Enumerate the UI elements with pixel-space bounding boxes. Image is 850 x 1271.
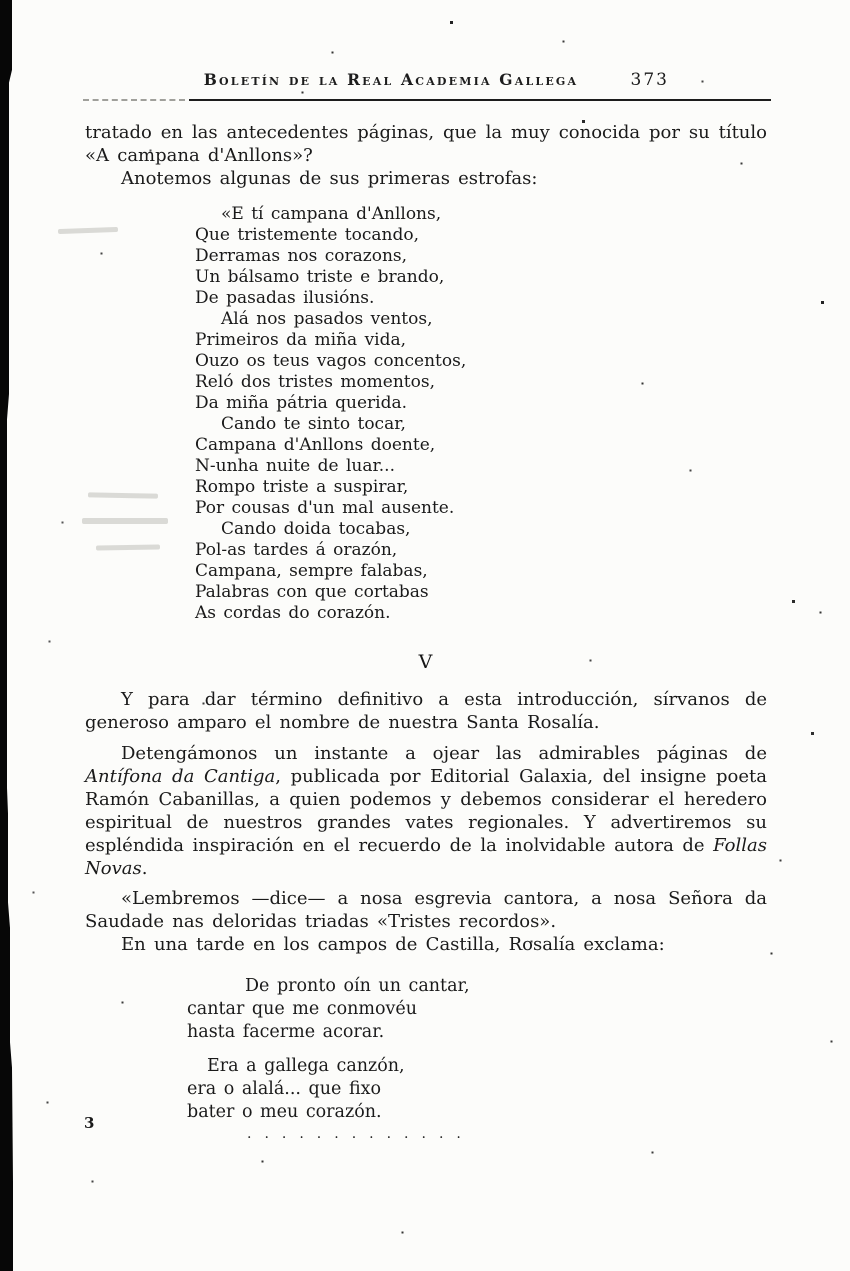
paragraph-section-v-1: Y para dar término definitivo a esta introducción, sírvanos de generoso amparo el nombre de nuestra Santa Rosalía. bbox=[85, 689, 767, 733]
paragraph-text: . bbox=[141, 858, 148, 879]
poem-line: N-unha nuite de luar... bbox=[195, 456, 395, 476]
poem-line: Derramas nos corazons, bbox=[195, 246, 408, 266]
poem-line: As cordas do corazón. bbox=[195, 603, 391, 623]
poem-line: Campana d'Anllons doente, bbox=[195, 435, 436, 455]
book-title-follas-novas: Follas Novas bbox=[85, 835, 767, 879]
paragraph-text: , publicada por Editorial Galaxia, del insigne poeta Ramón Cabanillas, a quien podemos y debemos considerar el heredero espiritual de nuestros grandes vates regionales. Y advertiremos su espléndida inspiración en el recuerdo de la inolvidable autora de bbox=[85, 766, 767, 856]
ellipsis-dots-row: ............. bbox=[247, 1126, 474, 1142]
poem-line: Era a gallega canzón, bbox=[207, 1056, 405, 1076]
poem-line: De pronto oín un cantar, bbox=[245, 976, 470, 996]
poem-line: Que tristemente tocando, bbox=[195, 225, 419, 245]
poem-line: Por cousas d'un mal ausente. bbox=[195, 498, 455, 518]
book-title-antifona: Antífona da Cantiga bbox=[85, 766, 276, 787]
poem-line: hasta facerme acorar. bbox=[187, 1022, 385, 1042]
poem-line: Primeiros da miña vida, bbox=[195, 330, 407, 350]
paragraph-quote-lembremos: «Lembremos —dice— a nosa esgrevia cantora, a nosa Señora da Saudade nas deloridas triadas «Tristes recordos». bbox=[85, 888, 767, 932]
poem-line: Cando doida tocabas, bbox=[221, 519, 411, 539]
header-rule bbox=[85, 94, 767, 106]
page-content bbox=[85, 70, 767, 1142]
poem-line: Pol-as tardes á orazón, bbox=[195, 540, 398, 560]
scan-speckles bbox=[0, 0, 1, 1]
scan-edge-strip bbox=[0, 0, 13, 1271]
poem-stanza bbox=[187, 1055, 767, 1124]
paragraph-lead-in: Anotemos algunas de sus primeras estrofas: bbox=[121, 168, 538, 189]
header-rule-dashes bbox=[83, 99, 185, 101]
header-rule-line bbox=[189, 99, 771, 101]
poem-line: Campana, sempre falabas, bbox=[195, 561, 428, 581]
poem-campana-anllons bbox=[195, 204, 767, 624]
paragraph-section-v-2 bbox=[85, 742, 767, 880]
section-heading: V bbox=[418, 651, 434, 673]
poem-line: Reló dos tristes momentos, bbox=[195, 372, 435, 392]
page-number: 373 bbox=[630, 70, 669, 90]
journal-title: Boletín de la Real Academia Gallega bbox=[203, 70, 579, 89]
paragraph-continuation: tratado en las antecedentes páginas, que la muy conocida por su título «A campana d'Anllons»? bbox=[85, 122, 767, 166]
paragraph-castilla: En una tarde en los campos de Castilla, Rosalía exclama: bbox=[121, 934, 665, 955]
running-header bbox=[85, 70, 767, 94]
poem-line: Da miña pátria querida. bbox=[195, 393, 408, 413]
poem-line: Cando te sinto tocar, bbox=[221, 414, 406, 434]
signature-mark: 3 bbox=[84, 1114, 95, 1132]
paragraph-text: Detengámonos un instante a ojear las admirables páginas de bbox=[121, 743, 767, 764]
poem-line: bater o meu corazón. bbox=[187, 1102, 382, 1122]
poem-rosalia bbox=[187, 975, 767, 1124]
poem-line: «E tí campana d'Anllons, bbox=[221, 204, 442, 224]
poem-line: Un bálsamo triste e brando, bbox=[195, 267, 445, 287]
poem-line: Ouzo os teus vagos concentos, bbox=[195, 351, 467, 371]
poem-line: Palabras con que cortabas bbox=[195, 582, 429, 602]
poem-line: cantar que me conmovéu bbox=[187, 999, 418, 1019]
poem-stanza bbox=[187, 975, 767, 1044]
poem-line: Rompo triste a suspirar, bbox=[195, 477, 409, 497]
poem-line: era o alalá... que fixo bbox=[187, 1079, 382, 1099]
poem-line: De pasadas ilusións. bbox=[195, 288, 375, 308]
poem-line: Alá nos pasados ventos, bbox=[221, 309, 433, 329]
